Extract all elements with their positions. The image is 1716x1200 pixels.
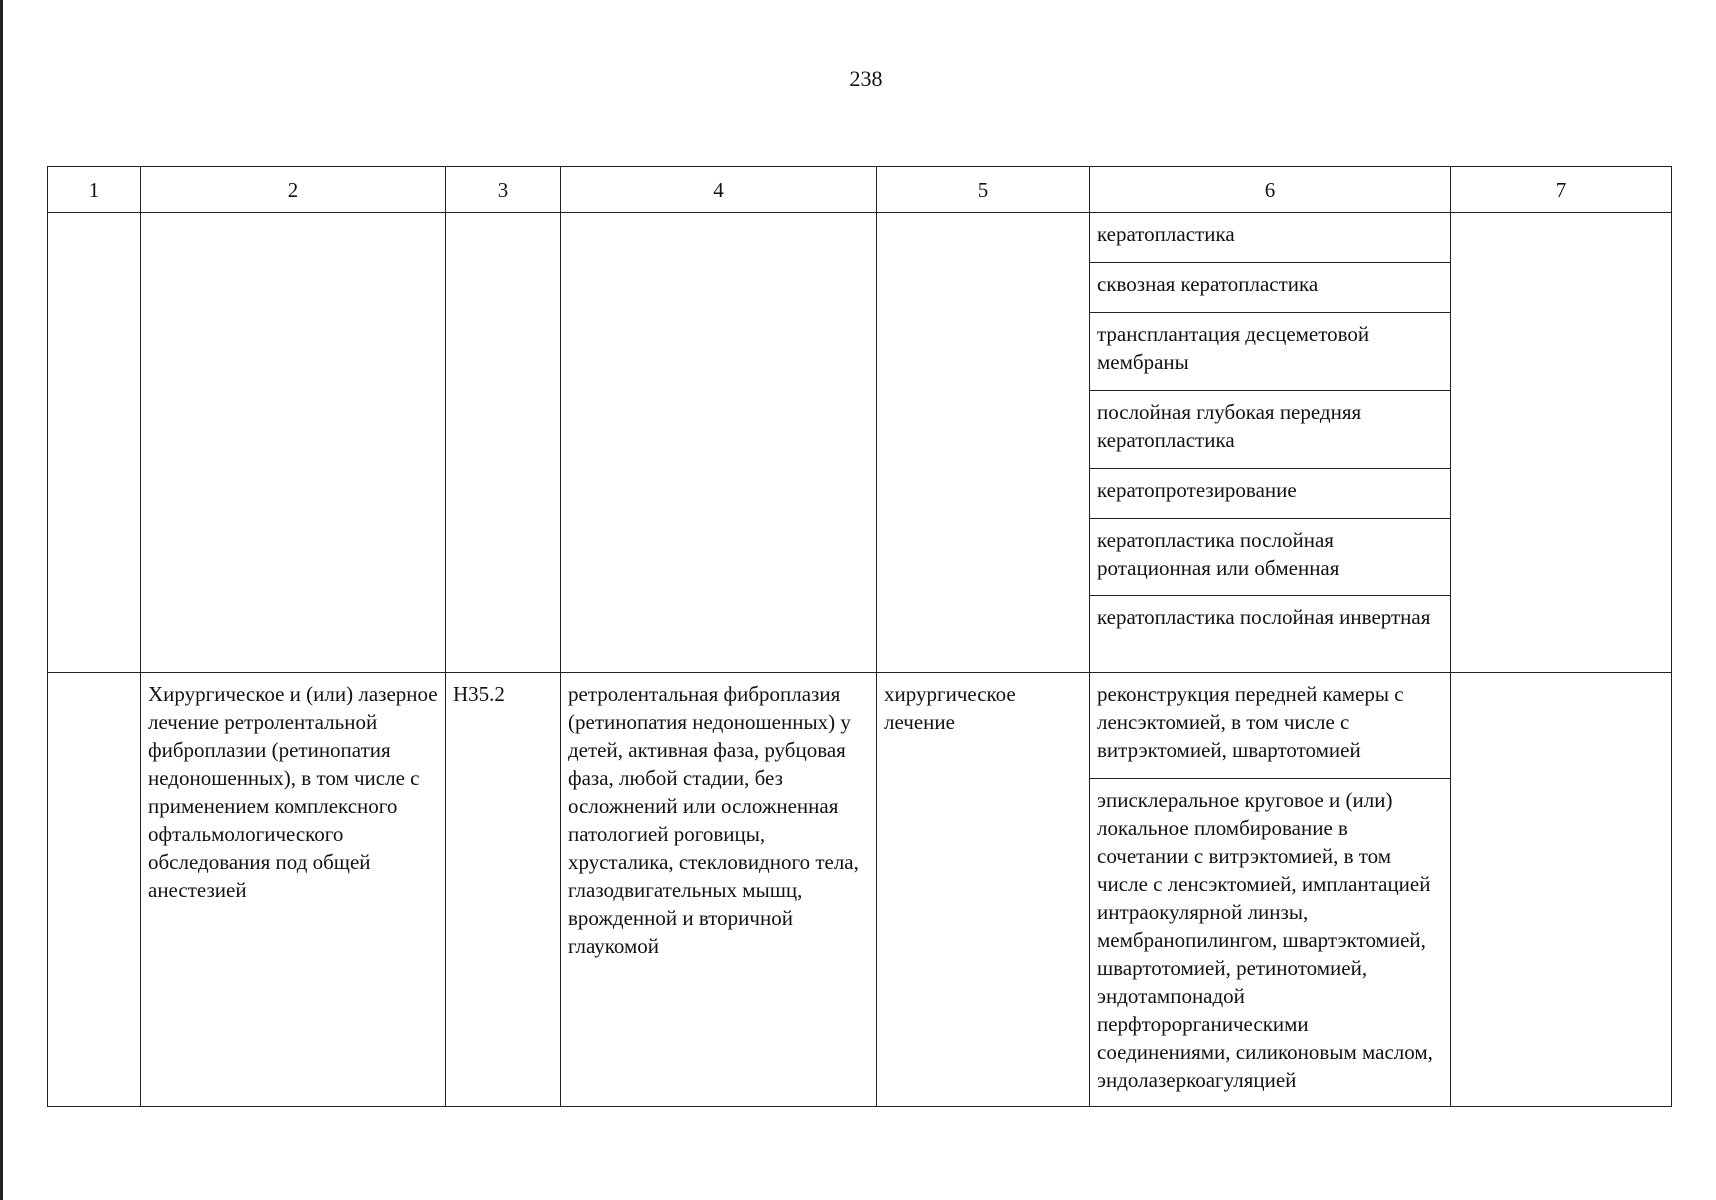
row-number-cell [48, 673, 141, 1107]
procedure-item: трансплантация десцеметовой мембраны [1090, 313, 1450, 391]
empty-cell [561, 213, 877, 673]
empty-cell [48, 213, 141, 673]
empty-cell [141, 213, 446, 673]
page-number: 238 [849, 66, 883, 91]
header-cell: 6 [1090, 167, 1451, 213]
table-row-continuation [48, 213, 1672, 673]
procedure-item: эписклеральное круговое и (или) локальное пломбирование в сочетании с витрэктомией, в том числе с ленсэктомией, имплантацией интраокулярной линзы, мембранопилингом, швартэктомией, швартотомией, ретинотомией, эндотампонадой перфторорганическими соединениями, силиконовым маслом, эндолазеркоагуляцией [1097, 788, 1433, 1092]
header-cell: 1 [48, 167, 141, 213]
service-name-cell: Хирургическое и (или) лазерное лечение ретролентальной фиброплазии (ретинопатия недоношенных), в том числе с применением комплексного офтальмологического обследования под общей анестезией [141, 673, 446, 1107]
treatment-type-cell: хирургическое лечение [877, 673, 1090, 1107]
header-cell: 5 [877, 167, 1090, 213]
procedure-item: сквозная кератопластика [1090, 263, 1450, 313]
empty-cell [1451, 213, 1672, 673]
icd-code-cell: H35.2 [446, 673, 561, 1107]
procedure-item: кератопластика [1090, 213, 1450, 263]
procedure-item: кератопластика послойная ротационная или обменная [1090, 519, 1450, 596]
header-cell: 7 [1451, 167, 1672, 213]
procedures-cell [1090, 673, 1451, 1107]
procedure-item: кератопластика послойная инвертная [1097, 605, 1431, 629]
services-table [47, 166, 1672, 1107]
procedure-item: реконструкция передней камеры с ленсэктомией, в том числе с витрэктомией, швартотомией [1090, 673, 1450, 779]
table-header-row [48, 167, 1672, 213]
page-edge [0, 0, 3, 1200]
empty-cell [1451, 673, 1672, 1107]
header-cell: 3 [446, 167, 561, 213]
header-cell: 2 [141, 167, 446, 213]
empty-cell [877, 213, 1090, 673]
procedure-item: послойная глубокая передняя кератопластика [1090, 391, 1450, 469]
header-cell: 4 [561, 167, 877, 213]
table-row [48, 673, 1672, 1107]
diagnosis-cell: ретролентальная фиброплазия (ретинопатия недоношенных) у детей, активная фаза, рубцовая фаза, любой стадии, без осложнений или осложненная патологией роговицы, хрусталика, стекловидного тела, глазодвигательных мышц, врожденной и вторичной глаукомой [561, 673, 877, 1107]
empty-cell [446, 213, 561, 673]
procedure-item: кератопротезирование [1090, 469, 1450, 519]
procedures-cell [1090, 213, 1451, 673]
